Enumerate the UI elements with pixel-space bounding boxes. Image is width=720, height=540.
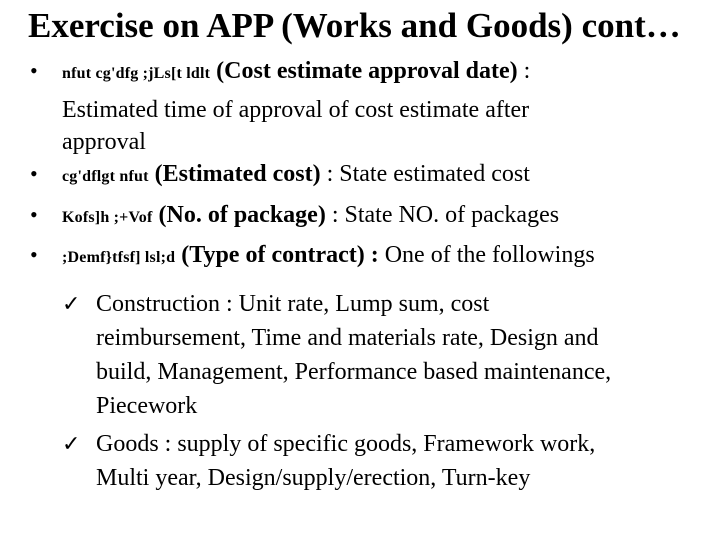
description: State NO. of packages [338, 202, 560, 228]
description: State estimated cost [333, 161, 530, 187]
sub-item-line: Goods : supply of specific goods, Framework work, [96, 431, 596, 457]
term-label: (Type of contract) : [181, 242, 379, 268]
description: One of the followings [378, 242, 595, 268]
bullet-icon: • [30, 242, 38, 267]
description-line: Estimated time of approval of cost estimate after [62, 97, 530, 123]
checkmark-icon: ✓ [62, 431, 81, 456]
separator: : [320, 161, 334, 187]
term-label: (No. of package) [158, 202, 326, 228]
separator: : [325, 202, 339, 228]
term-label: (Estimated cost) [154, 161, 321, 187]
nepali-label: nfut cg'dfg ;jLs[t ldlt [62, 65, 211, 82]
nepali-label: Kofs]h ;+Vof [62, 209, 153, 226]
checkmark-icon: ✓ [62, 291, 81, 316]
term-label: (Cost estimate approval date) [216, 58, 518, 84]
sub-item-line: build, Management, Performance based maintenance, [96, 359, 612, 385]
nepali-label: cg'dflgt nfut [62, 168, 149, 185]
sub-item-line: Multi year, Design/supply/erection, Turn-key [96, 465, 531, 491]
separator: : [517, 58, 531, 84]
description-line: approval [62, 129, 146, 155]
nepali-label: ;Demf}tfsf] lsl;d [62, 249, 176, 266]
sub-item-line: reimbursement, Time and materials rate, Design and [96, 325, 599, 351]
sub-item-line: Construction : Unit rate, Lump sum, cost [96, 291, 490, 317]
sub-item-line: Piecework [96, 393, 198, 419]
bullet-icon: • [30, 58, 38, 83]
bullet-icon: • [30, 161, 38, 186]
bullet-icon: • [30, 202, 38, 227]
slide-title: Exercise on APP (Works and Goods) cont… [28, 6, 681, 45]
